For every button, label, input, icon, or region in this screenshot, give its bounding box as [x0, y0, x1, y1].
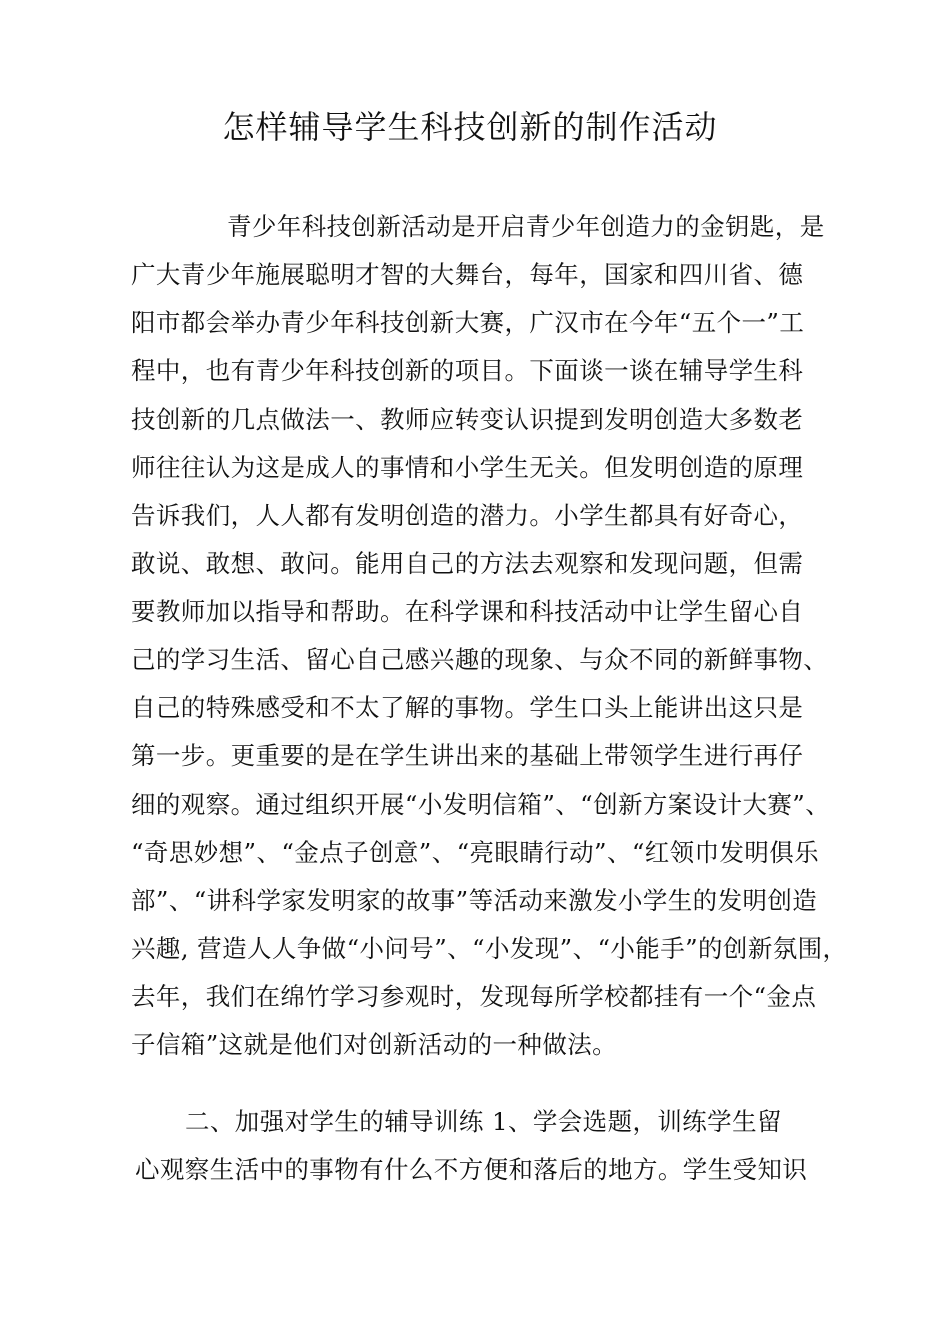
paragraph-line: 程中，也有青少年科技创新的项目。下面谈一谈在辅导学生科: [131, 356, 804, 385]
paragraph-line: 师往往认为这是成人的事情和小学生无关。但发明创造的原理: [131, 453, 804, 482]
document-title: 怎样辅导学生科技创新的制作活动: [222, 108, 718, 146]
paragraph-line: 广大青少年施展聪明才智的大舞台，每年，国家和四川省、德: [131, 260, 804, 289]
paragraph-line: 青少年科技创新活动是开启青少年创造力的金钥匙，是: [227, 212, 825, 241]
paragraph-line: 心观察生活中的事物有什么不方便和落后的地方。学生受知识: [135, 1155, 808, 1184]
paragraph-line: 细的观察。通过组织开展“小发明信箱”、“创新方案设计大赛”、: [131, 790, 831, 819]
paragraph-line: 去年，我们在绵竹学习参观时，发现每所学校都挂有一个“金点: [131, 982, 817, 1011]
paragraph-line: 第一步。更重要的是在学生讲出来的基础上带领学生进行再仔: [131, 741, 804, 770]
paragraph-line: 技创新的几点做法一、教师应转变认识提到发明创造大多数老: [131, 405, 804, 434]
paragraph-line: 兴趣, 营造人人争做“小问号”、“小发现”、“小能手”的创新氛围，: [131, 934, 848, 963]
paragraph-line: 告诉我们，人人都有发明创造的潜力。小学生都具有好奇心，: [131, 501, 804, 530]
paragraph-line: 己的学习生活、留心自己感兴趣的现象、与众不同的新鲜事物、: [131, 645, 829, 674]
paragraph-line: 敢说、敢想、敢问。能用自己的方法去观察和发现问题，但需: [131, 549, 804, 578]
paragraph-line: 二、加强对学生的辅导训练 1、学会选题，训练学生留: [185, 1107, 782, 1136]
paragraph-line: 部”、“讲科学家发明家的故事”等活动来激发小学生的发明创造: [131, 886, 818, 915]
paragraph-line: 子信箱”这就是他们对创新活动的一种做法。: [131, 1030, 618, 1059]
paragraph-line: 自己的特殊感受和不太了解的事物。学生口头上能讲出这只是: [131, 693, 804, 722]
paragraph-line: 要教师加以指导和帮助。在科学课和科技活动中让学生留心自: [131, 597, 804, 626]
paragraph-line: 阳市都会举办青少年科技创新大赛，广汉市在今年“五个一”工: [131, 308, 805, 337]
paragraph-line: “奇思妙想”、“金点子创意”、“亮眼睛行动”、“红领巾发明俱乐: [131, 838, 820, 867]
